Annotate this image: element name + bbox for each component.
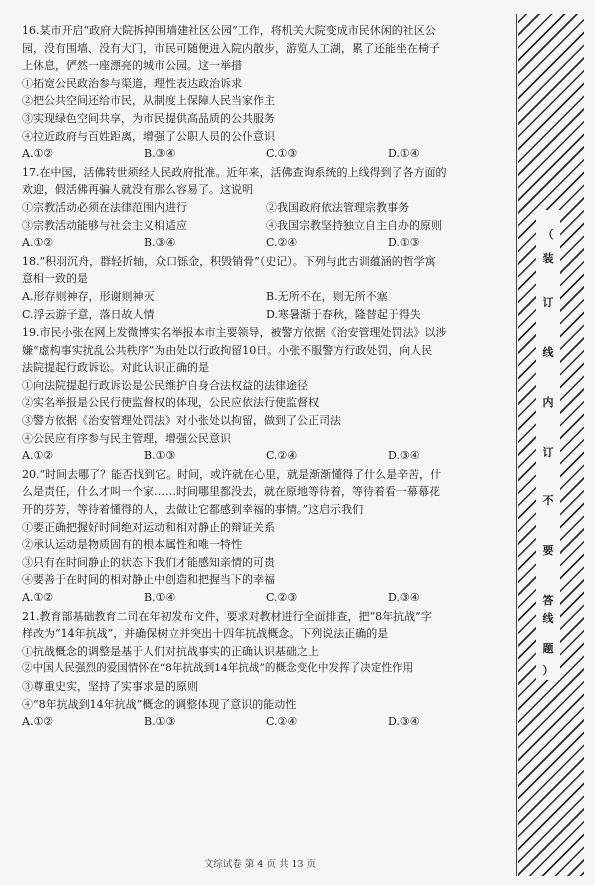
statement: ③实现绿色空间共享，为市民提供高品质的公共服务 <box>22 111 275 125</box>
statement: ①拓宽公民政治参与渠道，理性表达政治诉求 <box>22 76 242 90</box>
statement: ④拉近政府与百姓距离，增强了公职人员的公仆意识 <box>22 129 275 143</box>
binding-char: 题 <box>540 642 556 656</box>
binding-char: 装 <box>540 252 556 266</box>
statement: ③警方依据《治安管理处罚法》对小张处以拘留，做到了公正司法 <box>22 414 341 428</box>
question-21 <box>22 608 510 731</box>
statement-row <box>22 217 510 235</box>
answer-options-row <box>22 306 510 324</box>
option-b: B.①④ <box>144 591 176 604</box>
statement: ①向法院提起行政诉讼是公民维护自身合法权益的法律途径 <box>22 378 308 392</box>
statement: ③宗教活动能够与社会主义相适应 <box>22 218 187 232</box>
page-footer: 文综试卷 第 4 页 共 13 页 <box>203 859 317 870</box>
option-b: B.无所不在，则无所不塞 <box>266 289 388 303</box>
statement: ②我国政府依法管理宗教事务 <box>266 200 409 214</box>
binding-char: （ <box>540 228 556 242</box>
answer-options-row <box>22 288 510 306</box>
binding-char: 不 <box>540 494 556 508</box>
question-18 <box>22 253 510 323</box>
option-c: C.浮云游子意，落日故人情 <box>22 307 155 321</box>
option-b: B.①③ <box>144 449 176 463</box>
statement-row <box>22 199 510 217</box>
option-a: A.①② <box>22 147 54 161</box>
option-a: A.形存则神存，形谢则神灭 <box>22 289 155 303</box>
binding-char: 要 <box>540 544 556 558</box>
statement: ④“8年抗战到14年抗战”概念的调整体现了意识的能动性 <box>22 697 297 711</box>
option-c: C.②④ <box>266 449 298 463</box>
statement: ①抗战概念的调整是基于人们对抗战事实的正确认识基础之上 <box>22 644 319 658</box>
question-stem: 20.“时间去哪了？能否找到它。时间，或许就在心里，就是渐渐懂得了什么是辛苦，什 么是责任，什么才叫一个家……时间哪里都没去，就在原地等待着，等待着看一幕幕花 开的芬芳，等待着懂得的人，去做让它都感到幸福的事情。”这启示我们 <box>22 467 442 517</box>
question-16 <box>22 22 510 163</box>
statement: ①要正确把握好时间绝对运动和相对静止的辩证关系 <box>22 520 275 534</box>
question-stem: 21.教育部基础教育二司在年初发布文件，要求对教材进行全面排查，把“8年抗战”字 样改为“14年抗战”，并确保树立并突出十四年抗战概念。下列说法正确的是 <box>22 609 432 641</box>
margin-divider <box>516 14 517 876</box>
answer-options <box>22 589 510 607</box>
binding-char: 线 <box>540 346 556 360</box>
option-c: C.②③ <box>266 591 298 604</box>
statement: ②承认运动是物质固有的根本属性和唯一特性 <box>22 538 242 552</box>
option-c: C.①③ <box>266 147 298 161</box>
statement: ②实名举报是公民行使监督权的体现，公民应依法行使监督权 <box>22 396 319 410</box>
binding-char: ） <box>540 664 556 678</box>
option-b: B.③④ <box>144 236 176 250</box>
option-b: B.①③ <box>144 715 176 729</box>
statement: ③尊重史实，坚持了实事求是的原则 <box>22 679 198 693</box>
statement: ④我国宗教坚持独立自主自办的原则 <box>266 218 442 232</box>
option-d: D.③④ <box>388 715 420 729</box>
option-a: A.①② <box>22 236 54 250</box>
statement: ④要善于在时间的相对静止中创造和把握当下的幸福 <box>22 573 275 587</box>
statement: ②中国人民强烈的爱国情怀在“8年抗战到14年抗战”的概念变化中发挥了决定性作用 <box>22 662 414 675</box>
option-a: A.①② <box>22 591 54 604</box>
statement: ④公民应有序参与民主管理，增强公民意识 <box>22 431 231 445</box>
question-column <box>22 22 510 732</box>
question-stem: 19.市民小张在网上发微博实名举报本市主要领导，被警方依据《治安管理处罚法》以涉 嫌“虚构事实扰乱公共秩序”为由处以行政拘留10日。小张不服警方行政处罚，向人民 法院提起行政诉讼。对此认识正确的是 <box>22 326 447 375</box>
option-b: B.③④ <box>144 147 176 161</box>
question-stem: 16.某市开启“政府大院拆掉围墙建社区公园”工作，将机关大院变成市民休闲的社区公 园，没有围墙、没有大门，市民可随便进入院内散步，游览人工湖，累了还能坐在椅子 上休息，俨然一座漂亮的城市公园。这一举措 <box>22 24 440 73</box>
answer-options <box>22 713 510 731</box>
option-c: C.②④ <box>266 236 298 250</box>
question-stem: 18.“积羽沉舟，群轻折轴，众口铄金，积毁销骨”（史记）。下列与此古训蕴涵的哲学寓 意相一致的是 <box>22 254 436 286</box>
question-20 <box>22 466 510 607</box>
statement: ③只有在时间静止的状态下我们才能感知亲情的可贵 <box>22 555 275 569</box>
answer-options <box>22 234 510 252</box>
option-a: A.①② <box>22 449 54 463</box>
binding-text-strip <box>536 210 560 680</box>
binding-char: 线 <box>540 612 556 626</box>
question-19 <box>22 324 510 465</box>
option-a: A.①② <box>22 715 54 729</box>
answer-options <box>22 447 510 465</box>
answer-options <box>22 145 510 163</box>
option-d: D.③④ <box>388 591 420 604</box>
option-d: D.①④ <box>388 147 420 161</box>
question-stem: 17.在中国，活佛转世须经人民政府批准。近年来，活佛查询系统的上线得到了各方面的 欢迎，假活佛再骗人就没有那么容易了。这说明 <box>22 165 447 197</box>
binding-char: 订 <box>540 446 556 460</box>
binding-char: 答 <box>540 594 556 608</box>
option-d: D.③④ <box>388 449 420 463</box>
question-17 <box>22 164 510 252</box>
statement: ①宗教活动必须在法律范围内进行 <box>22 200 187 214</box>
option-d: D.寒暑渐于春秋，隆替起于得失 <box>266 307 421 321</box>
binding-char: 内 <box>540 396 556 410</box>
statement: ②把公共空间还给市民，从制度上保障人民当家作主 <box>22 94 275 108</box>
option-d: D.①③ <box>388 236 420 250</box>
option-c: C.②④ <box>266 715 298 729</box>
binding-char: 订 <box>540 296 556 310</box>
